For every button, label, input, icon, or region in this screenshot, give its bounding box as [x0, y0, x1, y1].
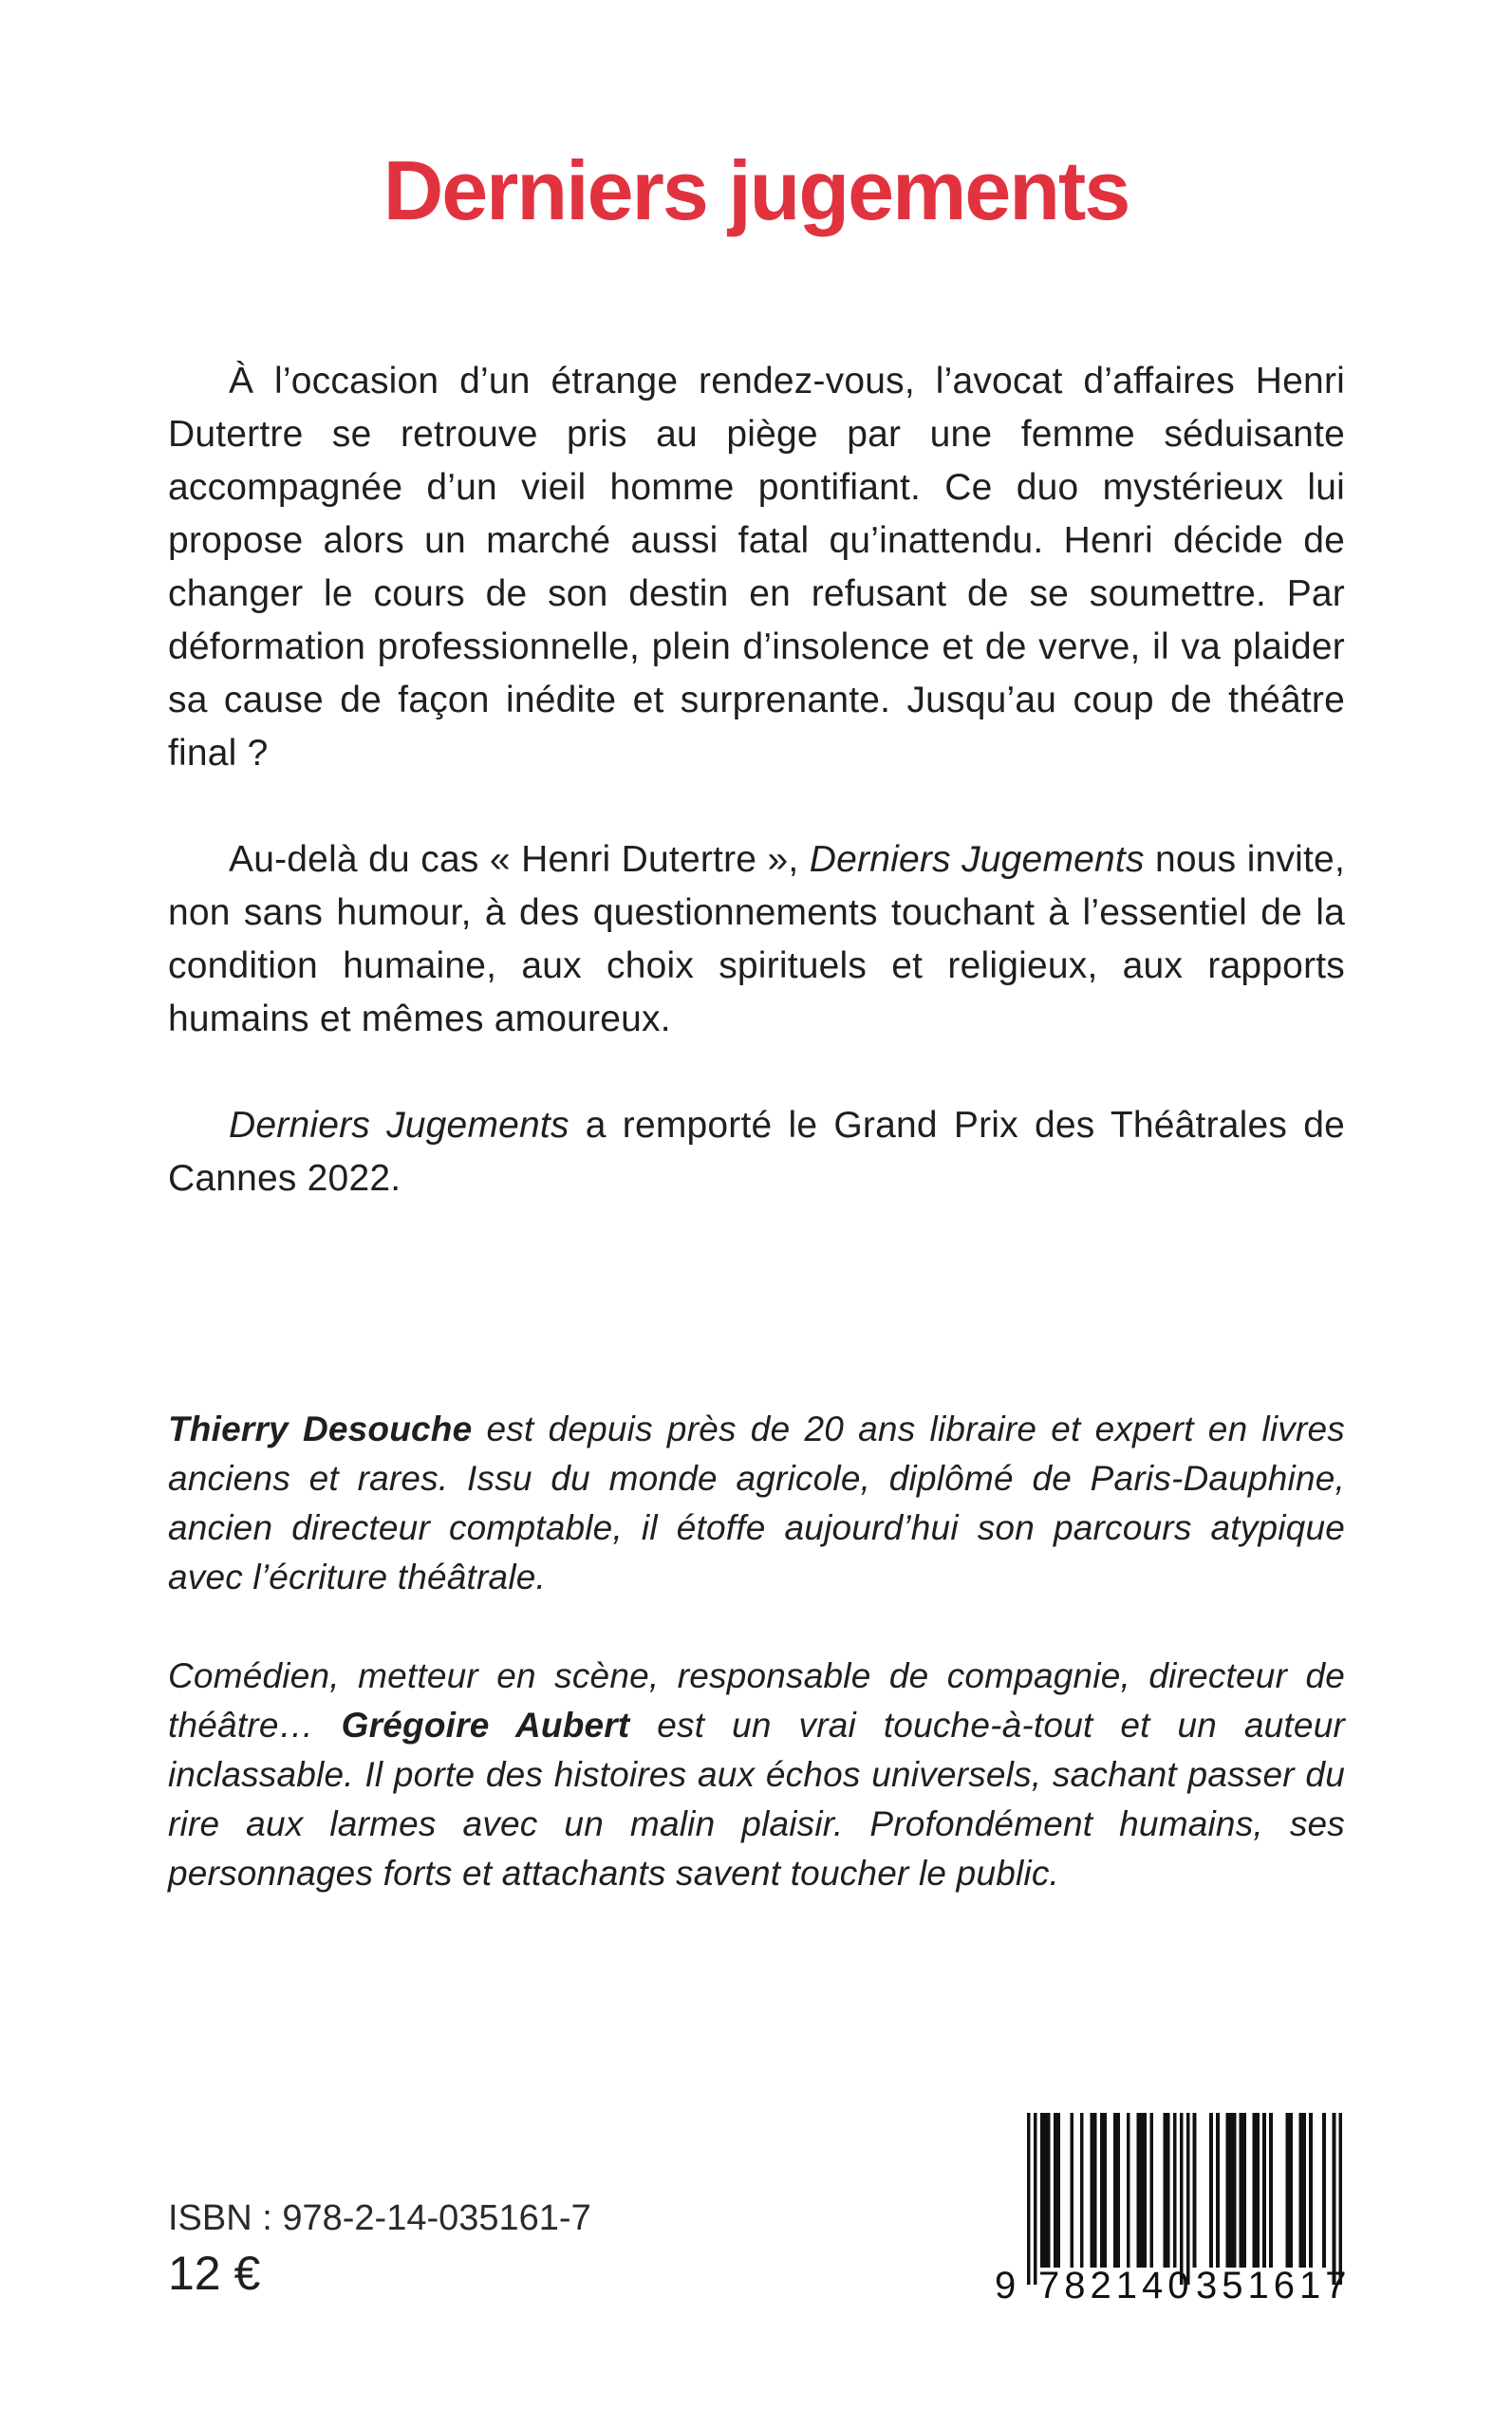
- bio-gregoire-aubert-text: est un vrai touche-à-tout et un auteur inclassable. Il porte des histoires aux échos universels, sachant passer du rire aux larmes avec un malin plaisir. Profondément humains, ses personnages forts et attachants savent toucher le public.: [168, 1706, 1345, 1893]
- synopsis-paragraph-1: [168, 355, 1345, 780]
- isbn-text: ISBN : 978-2-14-035161-7: [168, 2198, 591, 2238]
- bio-thierry-desouche-text: est depuis près de 20 ans libraire et expert en livres anciens et rares. Issu du monde agricole, diplômé de Paris-Dauphine, ancien directeur comptable, il étoffe aujourd’hui son parcours atypique avec l’écriture théâtrale.: [168, 1410, 1345, 1597]
- barcode-digit-group1: 782140: [1038, 2265, 1194, 2306]
- ean13-barcode: [995, 2113, 1352, 2312]
- synopsis-paragraph-2-post: nous invite, non sans humour, à des questionnements touchant à l’essentiel de la condition humaine, aux choix spirituels et religieux, aux rapports humains et mêmes amoureux.: [168, 839, 1345, 1039]
- bio-thierry-desouche: [168, 1405, 1345, 1602]
- synopsis-paragraph-2: [168, 833, 1345, 1046]
- barcode-digit-group2: 351617: [1196, 2265, 1352, 2306]
- book-title: Derniers jugements: [383, 143, 1129, 237]
- synopsis-paragraph-1-text: À l’occasion d’un étrange rendez-vous, l’avocat d’affaires Henri Dutertre se retrouve pris au piège par une femme séduisante accompagnée d’un vieil homme pontifiant. Ce duo mystérieux lui propose alors un marché aussi fatal qu’inattendu. Henri décide de changer le cours de son destin en refusant de se soumettre. Par déformation professionnelle, plein d’insolence et de verve, il va plaider sa cause de façon inédite et surprenante. Jusqu’au coup de théâtre final ?: [168, 361, 1345, 774]
- synopsis: [168, 355, 1345, 1259]
- synopsis-paragraph-3: [168, 1099, 1345, 1205]
- author-name-gregoire-aubert: Grégoire Aubert: [341, 1706, 630, 1745]
- barcode-digit-lead: 9: [995, 2265, 1017, 2306]
- barcode-bars: [1027, 2113, 1342, 2289]
- award-text: a remporté le Grand Prix des Théâtrales de Cannes 2022.: [168, 1105, 1345, 1199]
- author-name-thierry-desouche: Thierry Desouche: [168, 1410, 473, 1448]
- book-title-mention: Derniers Jugements: [229, 1105, 569, 1146]
- barcode-digits: [995, 2265, 1352, 2306]
- book-title-mention: Derniers Jugements: [809, 839, 1145, 880]
- bio-gregoire-aubert-pre: Comédien, metteur en scène, responsable de compagnie, directeur de théâtre…: [168, 1656, 1345, 1745]
- author-bios: [168, 1405, 1345, 1948]
- price-text: 12 €: [168, 2247, 261, 2300]
- bio-gregoire-aubert: [168, 1652, 1345, 1898]
- synopsis-paragraph-2-pre: Au-delà du cas « Henri Dutertre »,: [229, 839, 810, 880]
